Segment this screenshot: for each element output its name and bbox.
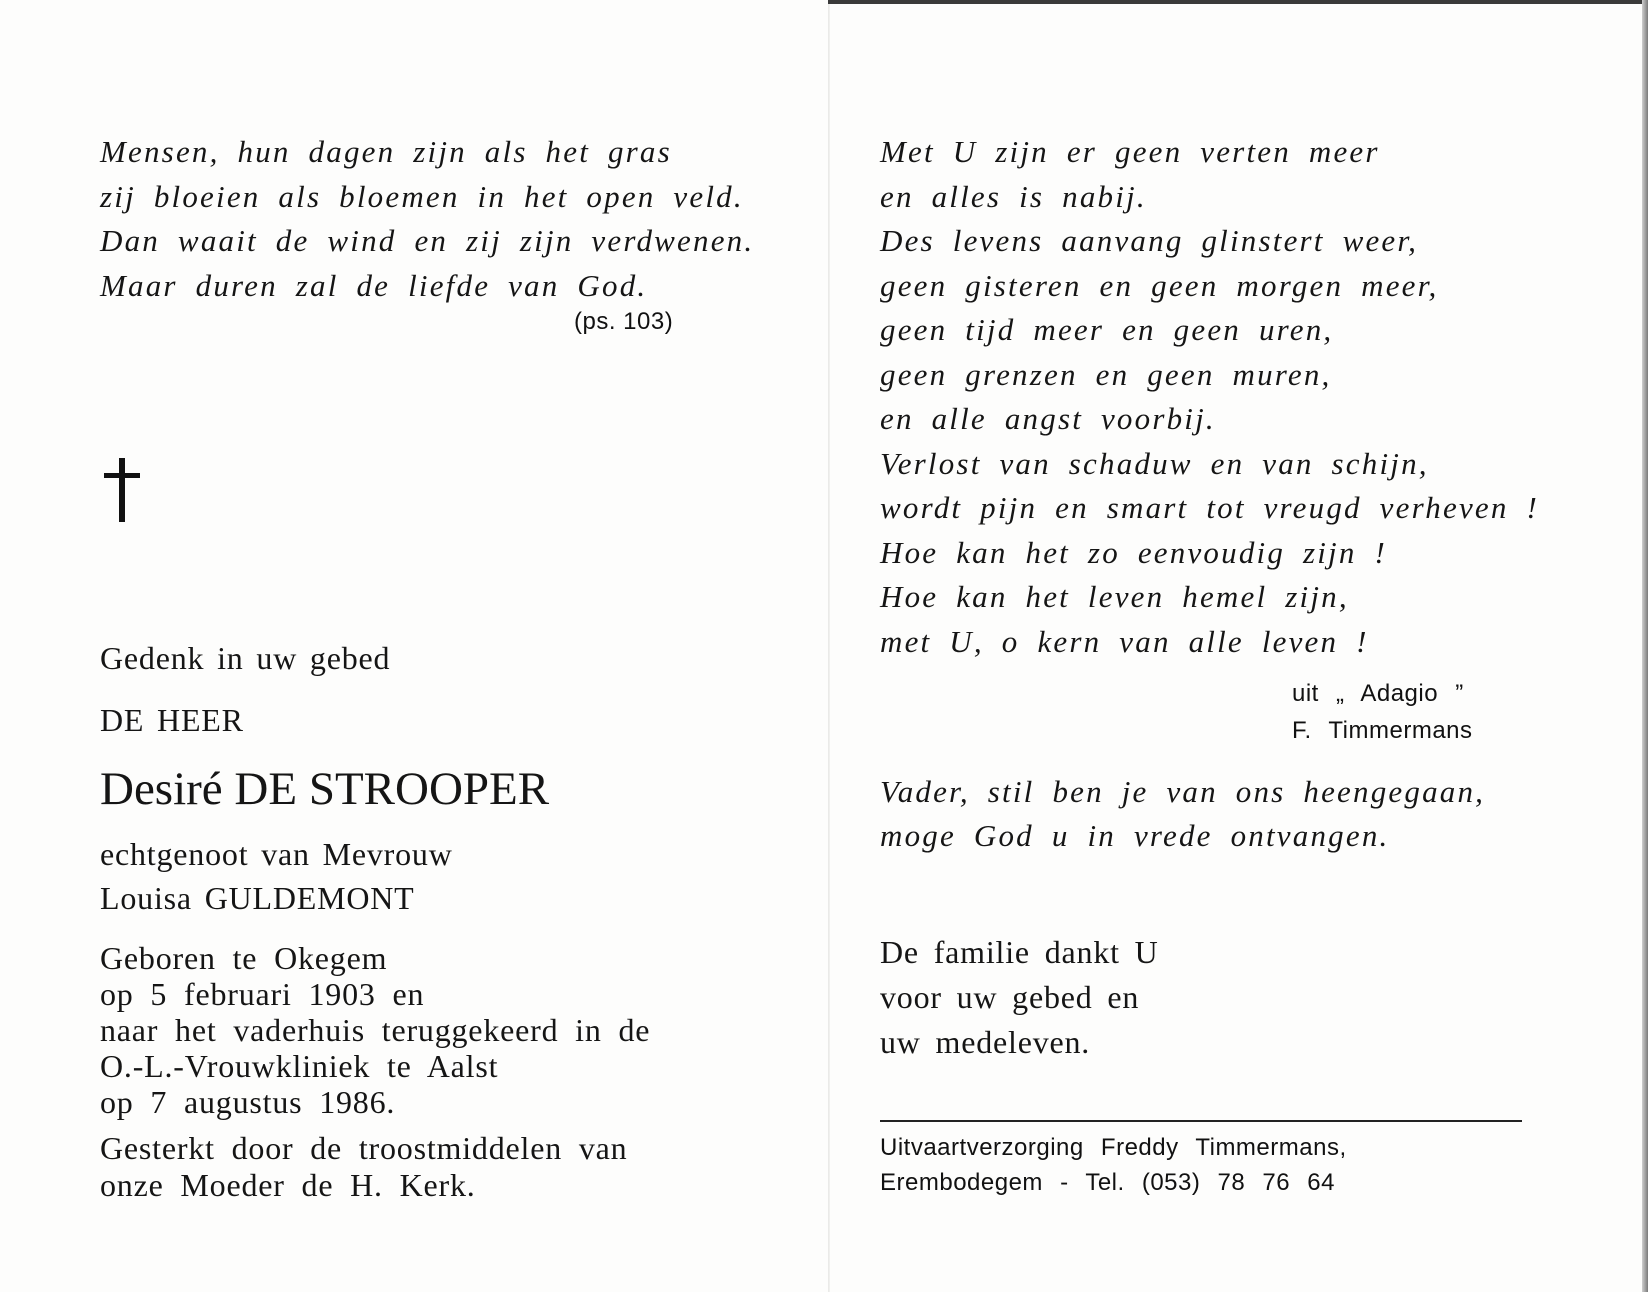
birth-details [100, 940, 650, 1120]
poem-line: geen grenzen en geen muren, [880, 356, 1332, 392]
divider [880, 1120, 1522, 1122]
card-fold [828, 0, 830, 1292]
deceased-name: Desiré DE STROOPER [100, 763, 550, 815]
poem-line: wordt pijn en smart tot vreugd verheven ! [880, 490, 1540, 525]
undertaker-info [880, 1130, 1347, 1200]
birth-line: Geboren te Okegem [100, 940, 388, 976]
card-right-edge [1642, 0, 1648, 1292]
thanks-line: De familie dankt U [880, 934, 1159, 970]
card-top-edge [828, 0, 1648, 4]
family-thanks [880, 930, 1159, 1065]
poem-line: Met U zijn er geen verten meer [880, 134, 1380, 169]
spouse-line: echtgenoot van Mevrouw [100, 836, 453, 872]
source-author: F. Timmermans [1292, 717, 1473, 744]
cross-icon [104, 458, 140, 522]
comfort-line: Gesterkt door de troostmiddelen van [100, 1130, 628, 1166]
poem-line: geen tijd meer en geen uren, [880, 312, 1334, 347]
comfort-text [100, 1130, 627, 1204]
poem-line: Hoe kan het zo eenvoudig zijn ! [880, 534, 1388, 570]
poem-line: Verlost van schaduw en van schijn, [880, 445, 1429, 481]
source-line: uit „ Adagio ” [1292, 680, 1464, 707]
birth-line: op 5 februari 1903 en [100, 976, 425, 1012]
farewell-line: moge God u in vrede ontvangen. [880, 818, 1390, 853]
birth-line: O.-L.-Vrouwkliniek te Aalst [100, 1048, 499, 1084]
poem-line: met U, o kern van alle leven ! [880, 623, 1369, 659]
farewell-line: Vader, stil ben je van ons heengegaan, [880, 774, 1486, 809]
adagio-poem [880, 130, 1539, 664]
psalm-line: Dan waait de wind en zij zijn verdwenen. [100, 223, 755, 259]
poem-line: Hoe kan het leven hemel zijn, [880, 579, 1349, 614]
psalm-line: zij bloeien als bloemen in het open veld. [100, 178, 744, 214]
poem-source [1292, 675, 1473, 749]
thanks-line: voor uw gebed en [880, 979, 1140, 1015]
birth-line: op 7 augustus 1986. [100, 1084, 396, 1120]
farewell-verse [880, 770, 1485, 858]
undertaker-name: Uitvaartverzorging Freddy Timmermans, [880, 1134, 1347, 1161]
poem-line: en alles is nabij. [880, 178, 1147, 214]
title-text: DE HEER [100, 702, 244, 738]
undertaker-contact: Erembodegem - Tel. (053) 78 76 64 [880, 1169, 1335, 1196]
poem-line: en alle angst voorbij. [880, 401, 1216, 436]
psalm-line: Maar duren zal de liefde van God. [100, 268, 648, 304]
spouse-name: Louisa GULDEMONT [100, 880, 415, 916]
thanks-line: uw medeleven. [880, 1024, 1091, 1060]
comfort-line: onze Moeder de H. Kerk. [100, 1167, 476, 1203]
psalm-line: Mensen, hun dagen zijn als het gras [100, 134, 672, 169]
psalm-verse [100, 130, 754, 309]
birth-line: naar het vaderhuis teruggekeerd in de [100, 1012, 651, 1048]
poem-line: Des levens aanvang glinstert weer, [880, 223, 1419, 258]
intro-text: Gedenk in uw gebed [100, 640, 391, 676]
psalm-reference: (ps. 103) [574, 308, 674, 335]
poem-line: geen gisteren en geen morgen meer, [880, 267, 1439, 303]
